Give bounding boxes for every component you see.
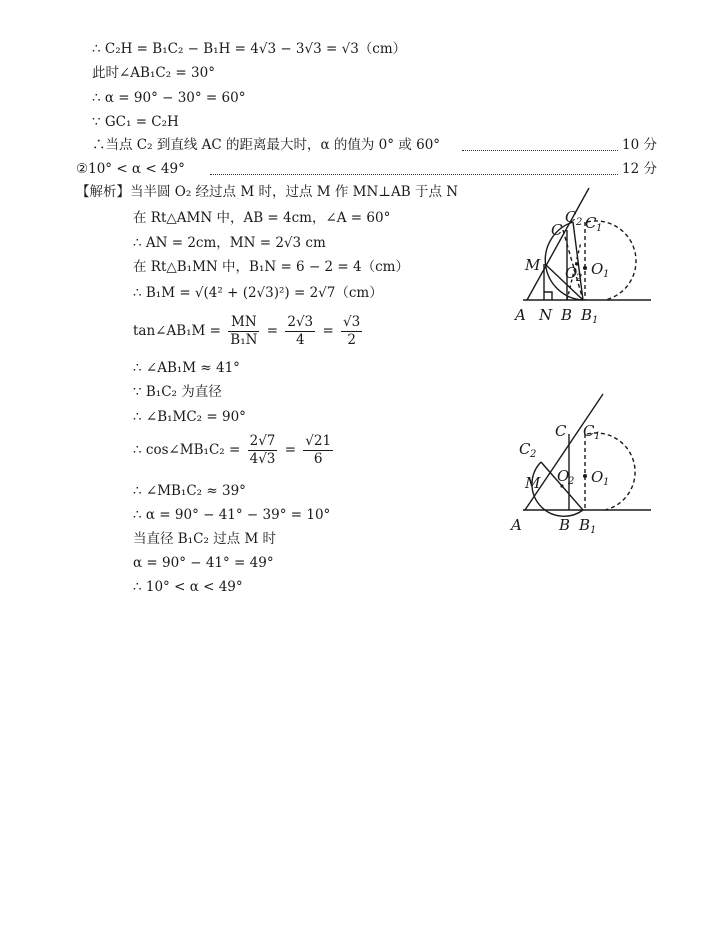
- line-9: ∴ AN = 2cm，MN = 2√3 cm: [133, 235, 326, 251]
- line-10: 在 Rt△B₁MN 中，B₁N = 6 − 2 = 4（cm）: [133, 259, 409, 275]
- line-6: ②10° < α < 49°: [76, 161, 185, 177]
- svg-text:1: 1: [594, 431, 601, 442]
- line-12: tan∠AB₁M = $\frac{MN}{\text{B₁N}}$ = $\frac{2√3}{4}$ = $\frac{√3}{2}$: [133, 314, 361, 348]
- line-8: 在 Rt△AMN 中，AB = 4cm，∠A = 60°: [133, 210, 391, 226]
- svg-text:2: 2: [576, 273, 583, 284]
- label-b1: B: [579, 516, 591, 534]
- score-10: 10 分: [622, 137, 657, 153]
- svg-text:1: 1: [603, 477, 610, 488]
- line-4: ∵ GC₁ = C₂H: [92, 114, 179, 130]
- svg-text:2: 2: [568, 476, 575, 487]
- line-20: α = 90° − 41° = 49°: [133, 555, 274, 571]
- line-13: ∴ ∠AB₁M ≈ 41°: [133, 360, 240, 376]
- cos-label: ∴ cos∠MB₁C₂ =: [133, 442, 241, 458]
- line-14: ∵ B₁C₂ 为直径: [133, 384, 222, 400]
- fraction-2root7-4root3: $\frac{2√7}{4√3}$: [249, 433, 276, 467]
- label-b1: B: [581, 306, 593, 324]
- fraction-root3-2: $\frac{√3}{2}$: [343, 314, 361, 348]
- svg-text:1: 1: [596, 223, 603, 234]
- geometry-figure-1: [505, 182, 660, 332]
- label-a: A: [511, 516, 522, 534]
- line-ac: [525, 394, 603, 510]
- leader-dots-2: [210, 174, 618, 175]
- label-o2: O: [557, 467, 570, 485]
- line-17: ∴ ∠MB₁C₂ ≈ 39°: [133, 483, 246, 499]
- svg-text:1: 1: [592, 315, 599, 326]
- segment-b1c2: [573, 222, 583, 300]
- label-c2: C: [519, 440, 531, 458]
- label-n: N: [539, 306, 553, 324]
- line-1: ∴ C₂H = B₁C₂ − B₁H = 4√3 − 3√3 = √3（cm）: [92, 41, 407, 57]
- label-c: C: [555, 422, 567, 440]
- label-c2: C: [565, 208, 577, 226]
- line-11: ∴ B₁M = √(4² + (2√3)²) = 2√7（cm）: [133, 285, 383, 301]
- score-12: 12 分: [622, 161, 657, 177]
- line-16: ∴ cos∠MB₁C₂ = $\frac{2√7}{4√3}$ = $\frac{√21}{6}$: [133, 433, 332, 467]
- line-19: 当直径 B₁C₂ 过点 M 时: [133, 531, 277, 547]
- fraction-root21-6: $\frac{√21}{6}$: [305, 433, 332, 467]
- svg-text:1: 1: [603, 269, 610, 280]
- label-c1: C: [585, 214, 597, 232]
- label-a: A: [515, 306, 526, 324]
- label-o1: O: [591, 260, 604, 278]
- point-o1: [583, 266, 587, 270]
- leader-dots-1: [462, 150, 618, 151]
- line-7: 【解析】当半圆 O₂ 经过点 M 时，过点 M 作 MN⊥AB 于点 N: [76, 184, 459, 200]
- svg-text:1: 1: [590, 525, 597, 536]
- geometry-figure-2: [505, 390, 660, 540]
- tan-label: tan∠AB₁M =: [133, 323, 221, 339]
- fraction-mn-b1n: $\frac{MN}{\text{B₁N}}$: [230, 314, 258, 348]
- line-3: ∴ α = 90° − 30° = 60°: [92, 90, 246, 106]
- label-c: C: [551, 221, 563, 239]
- line-15: ∴ ∠B₁MC₂ = 90°: [133, 409, 246, 425]
- line-2: 此时∠AB₁C₂ = 30°: [92, 65, 215, 81]
- right-angle-mark: [544, 292, 552, 300]
- svg-text:2: 2: [530, 449, 537, 460]
- label-b: B: [559, 516, 571, 534]
- label-b: B: [561, 306, 573, 324]
- label-c1: C: [583, 422, 595, 440]
- line-18: ∴ α = 90° − 41° − 39° = 10°: [133, 507, 331, 523]
- label-o2: O: [565, 264, 578, 282]
- label-m: M: [525, 474, 541, 492]
- label-o1: O: [591, 468, 604, 486]
- fraction-2root3-4: $\frac{2√3}{4}$: [287, 314, 314, 348]
- svg-text:2: 2: [576, 217, 583, 228]
- line-5: ∴当点 C₂ 到直线 AC 的距离最大时，α 的值为 0° 或 60°: [92, 137, 441, 153]
- label-m: M: [525, 256, 541, 274]
- line-21: ∴ 10° < α < 49°: [133, 579, 243, 595]
- point-o1: [583, 474, 587, 478]
